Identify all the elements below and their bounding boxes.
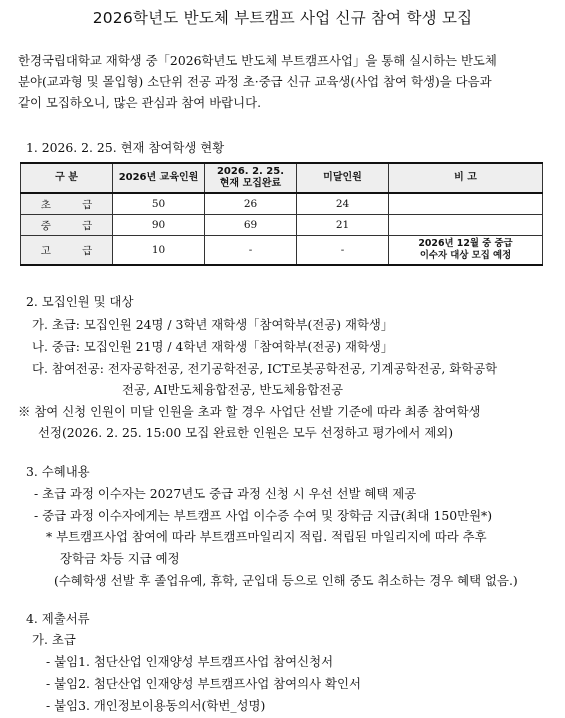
row-shortfall: 21	[297, 215, 389, 236]
section3-note: * 부트캠프사업 참여에 따라 부트캠프마일리지 적립. 적립된 마일리지에 따라 추후	[46, 529, 487, 544]
section2-item-cont: 전공, AI반도체융합전공, 반도체융합전공	[122, 382, 344, 397]
section3-disclaimer: (수혜학생 선발 후 졸업유예, 휴학, 군입대 등으로 인해 중도 취소하는 경우 혜택 없음.)	[54, 573, 518, 588]
row-note	[389, 193, 543, 215]
row-note	[389, 215, 543, 236]
row-note-line2: 이수자 대상 모집 예정	[419, 250, 512, 261]
attachment-item: - 붙임2. 첨단산업 인재양성 부트캠프사업 참여의사 확인서	[46, 676, 361, 691]
section2-notice-cont: 선정(2026. 2. 25. 15:00 모집 완료한 인원은 모두 선정하고 평가에서 제외)	[38, 425, 454, 440]
row-recruited: -	[205, 236, 297, 266]
col-header-recruited-line1: 2026. 2. 25.	[216, 166, 285, 177]
attachment-item: - 붙임1. 첨단산업 인재양성 부트캠프사업 참여신청서	[46, 654, 334, 669]
table-header-row	[21, 163, 543, 193]
table-row	[21, 236, 543, 266]
table-row	[21, 193, 543, 215]
col-header-level: 구 분	[21, 163, 113, 193]
row-planned: 50	[113, 193, 205, 215]
row-shortfall: -	[297, 236, 389, 266]
section4-sub: 가. 초급	[32, 632, 76, 647]
section3-line: - 중급 과정 이수자에게는 부트캠프 사업 이수증 수여 및 장학금 지급(최대 150만원*)	[34, 508, 493, 523]
row-level: 고 급	[21, 236, 113, 266]
row-note-line1: 2026년 12월 중 중급	[418, 238, 513, 249]
page-title: 2026학년도 반도체 부트캠프 사업 신규 참여 학생 모집	[92, 9, 473, 27]
section3-heading: 3. 수혜내용	[26, 464, 90, 479]
row-planned: 90	[113, 215, 205, 236]
row-recruited: 69	[205, 215, 297, 236]
row-note	[389, 236, 543, 266]
section2-item: 다. 참여전공: 전자공학전공, 전기공학전공, ICT로봇공학전공, 기계공학전공, 화학공학	[32, 361, 498, 376]
row-planned: 10	[113, 236, 205, 266]
col-header-note: 비 고	[389, 163, 543, 193]
col-header-recruited-line2: 현재 모집완료	[219, 178, 282, 189]
col-header-planned: 2026년 교육인원	[113, 163, 205, 193]
attachment-item: - 붙임3. 개인정보이용동의서(학번_성명)	[46, 698, 266, 713]
section3-note-cont: 장학금 차등 지급 예정	[60, 551, 180, 566]
row-recruited: 26	[205, 193, 297, 215]
row-shortfall: 24	[297, 193, 389, 215]
section2-heading: 2. 모집인원 및 대상	[26, 294, 134, 309]
row-level: 초 급	[21, 193, 113, 215]
section3-line: - 초급 과정 이수자는 2027년도 중급 과정 신청 시 우선 선발 혜택 제공	[34, 486, 417, 501]
col-header-recruited	[205, 163, 297, 193]
section2-notice: ※ 참여 신청 인원이 미달 인원을 초과 할 경우 사업단 선발 기준에 따라 최종 참여학생	[18, 404, 481, 419]
row-level: 중 급	[21, 215, 113, 236]
col-header-shortfall: 미달인원	[297, 163, 389, 193]
intro-line: 분야(교과형 및 몰입형) 소단위 전공 과정 초·중급 신규 교육생(사업 참여 학생)을 다음과	[18, 74, 492, 89]
intro-paragraph	[18, 50, 548, 113]
intro-line: 한경국립대학교 재학생 중「2026학년도 반도체 부트캠프사업」을 통해 실시하는 반도체	[18, 53, 497, 68]
intro-line: 같이 모집하오니, 많은 관심과 참여 바랍니다.	[18, 95, 262, 110]
table-row	[21, 215, 543, 236]
section1-heading: 1. 2026. 2. 25. 현재 참여학생 현황	[26, 140, 225, 155]
section4-heading: 4. 제출서류	[26, 611, 90, 626]
status-table	[20, 162, 543, 266]
section2-item: 가. 초급: 모집인원 24명 / 3학년 재학생「참여학부(전공) 재학생」	[32, 317, 394, 332]
section2-item: 나. 중급: 모집인원 21명 / 4학년 재학생「참여학부(전공) 재학생」	[32, 339, 394, 354]
